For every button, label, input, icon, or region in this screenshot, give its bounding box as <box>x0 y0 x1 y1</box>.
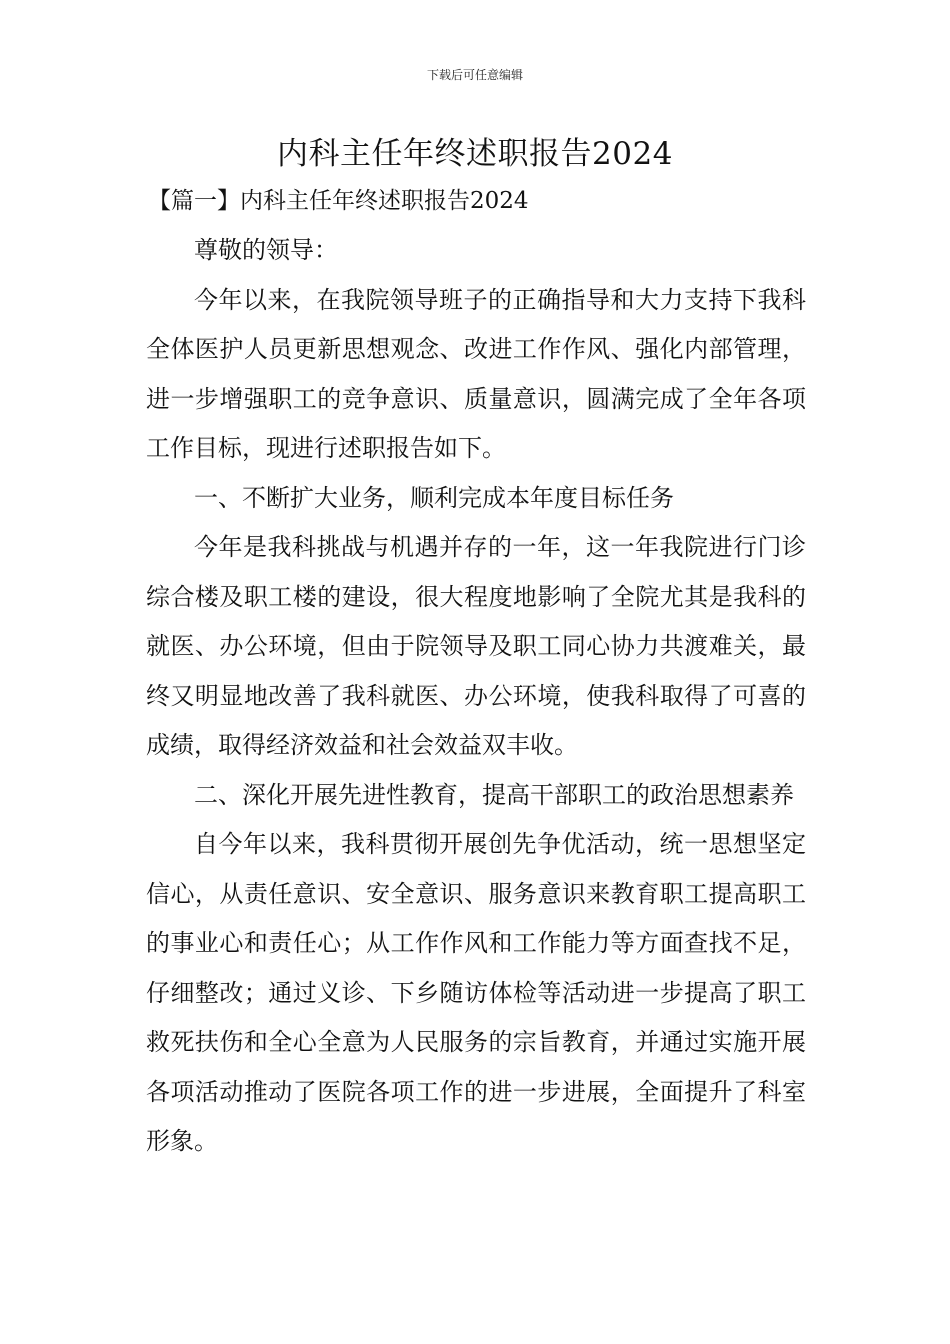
body-paragraph: 今年以来，在我院领导班子的正确指导和大力支持下我科全体医护人员更新思想观念、改进工作作风、强化内部管理，进一步增强职工的竞争意识、质量意识，圆满完成了全年各项工作目标，现进行述职报告如下。 <box>146 285 806 462</box>
document-body <box>146 226 806 1167</box>
section-heading: 一、不断扩大业务，顺利完成本年度目标任务 <box>194 483 674 512</box>
body-paragraph: 自今年以来，我科贯彻开展创先争优活动，统一思想坚定信心，从责任意识、安全意识、服务意识来教育职工提高职工的事业心和责任心；从工作作风和工作能力等方面查找不足，仔细整改；通过义诊、下乡随访体检等活动进一步提高了职工救死扶伤和全心全意为人民服务的宗旨教育，并通过实施开展各项活动推动了医院各项工作的进一步进展，全面提升了科室形象。 <box>146 830 806 1155</box>
section-heading: 二、深化开展先进性教育，提高干部职工的政治思想素养 <box>194 780 794 809</box>
body-paragraph: 今年是我科挑战与机遇并存的一年，这一年我院进行门诊综合楼及职工楼的建设，很大程度地影响了全院尤其是我科的就医、办公环境，但由于院领导及职工同心协力共渡难关，最终又明显地改善了我科就医、办公环境，使我科取得了可喜的成绩，取得经济效益和社会效益双丰收。 <box>146 533 806 759</box>
section-label: 【篇一】内科主任年终述职报告2024 <box>148 188 529 214</box>
header-note: 下载后可任意编辑 <box>426 68 523 82</box>
salutation: 尊敬的领导： <box>194 236 338 264</box>
document-title: 内科主任年终述职报告2024 <box>277 136 673 172</box>
